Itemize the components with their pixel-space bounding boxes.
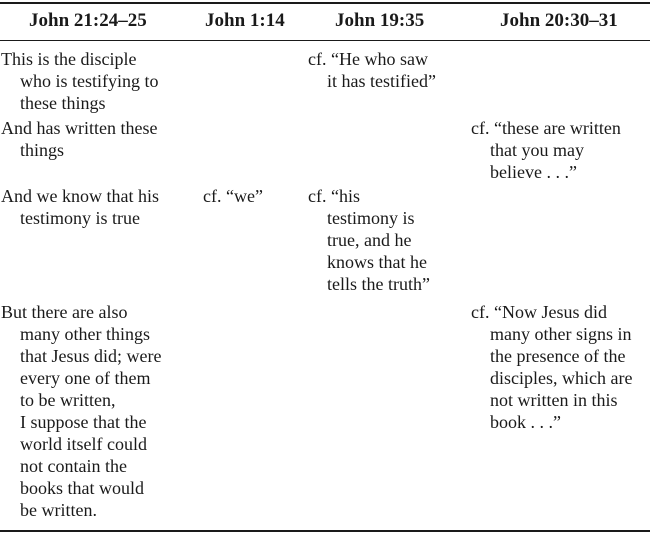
column-header-john-20-30-31: John 20:30–31 xyxy=(500,10,618,31)
row-3-john-21-cell: And we know that his testimony is true xyxy=(1,186,159,228)
column-header-john-19-35: John 19:35 xyxy=(335,10,425,31)
row-1-john-21-cell: This is the disciple who is testifying to these things xyxy=(1,49,159,113)
table-bottom-rule xyxy=(0,530,650,532)
row-3-john-19-cell: cf. “his testimony is true, and he knows that he tells the truth” xyxy=(308,186,430,294)
column-header-john-1-14: John 1:14 xyxy=(205,10,285,31)
header-rule xyxy=(0,40,650,41)
row-4-john-20-cell: cf. “Now Jesus did many other signs in the presence of the disciples, which are not written in this book . . .” xyxy=(471,302,633,432)
column-header-john-21-24-25: John 21:24–25 xyxy=(29,10,147,31)
row-4-john-21-cell: But there are also many other things that Jesus did; were every one of them to be written, I suppose that the world itself could not contain the books that would be written. xyxy=(1,302,162,520)
row-1-john-19-cell: cf. “He who saw it has testified” xyxy=(308,49,436,91)
table-top-rule xyxy=(0,2,650,4)
row-2-john-20-cell: cf. “these are written that you may believe . . .” xyxy=(471,118,621,182)
row-2-john-21-cell: And has written these things xyxy=(1,118,158,160)
row-3-john-1-cell: cf. “we” xyxy=(203,186,263,206)
